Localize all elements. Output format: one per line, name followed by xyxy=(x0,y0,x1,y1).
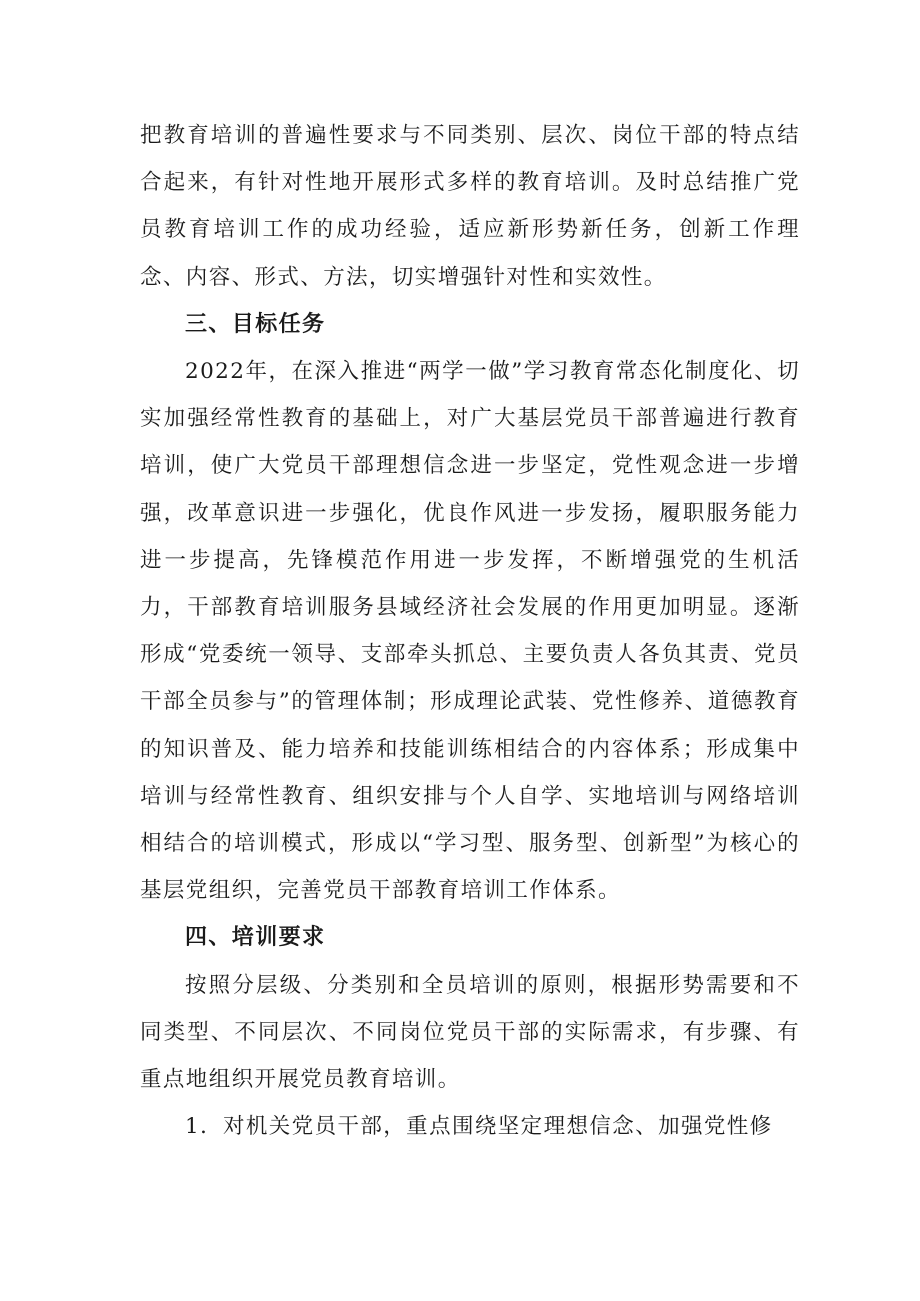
paragraph-intro-continued: 把教育培训的普遍性要求与不同类别、层次、岗位干部的特点结合起来，有针对性地开展形式多样的教育培训。及时总结推广党员教育培训工作的成功经验，适应新形势新任务，创新工作理念、内容、形式、方法，切实增强针对性和实效性。 xyxy=(140,123,800,290)
document-body xyxy=(140,112,800,1150)
paragraph-goals: 2022年，在深入推进“两学一做”学习教育常态化制度化、切实加强经常性教育的基础上，对广大基层党员干部普遍进行教育培训，使广大党员干部理想信念进一步坚定，党性观念进一步增强，改革意识进一步强化，优良作风进一步发扬，履职服务能力进一步提高，先锋模范作用进一步发挥，不断增强党的生机活力，干部教育培训服务县域经济社会发展的作用更加明显。逐渐形成“党委统一领导、支部牵头抓总、主要负责人各负其责、党员干部全员参与”的管理体制；形成理论武装、党性修养、道德教育的知识普及、能力培养和技能训练相结合的内容体系；形成集中培训与经常性教育、组织安排与个人自学、实地培训与网络培训相结合的培训模式，形成以“学习型、服务型、创新型”为核心的基层党组织，完善党员干部教育培训工作体系。 xyxy=(140,359,800,904)
paragraph-item-1: 1．对机关党员干部，重点围绕坚定理想信念、加强党性修 xyxy=(185,1114,773,1140)
section-heading-goals: 三、目标任务 xyxy=(185,311,326,337)
paragraph-requirements: 按照分层级、分类别和全员培训的原则，根据形势需要和不同类型、不同层次、不同岗位党员干部的实际需求，有步骤、有重点地组织开展党员教育培训。 xyxy=(140,972,800,1093)
section-heading-requirements: 四、培训要求 xyxy=(185,925,326,951)
